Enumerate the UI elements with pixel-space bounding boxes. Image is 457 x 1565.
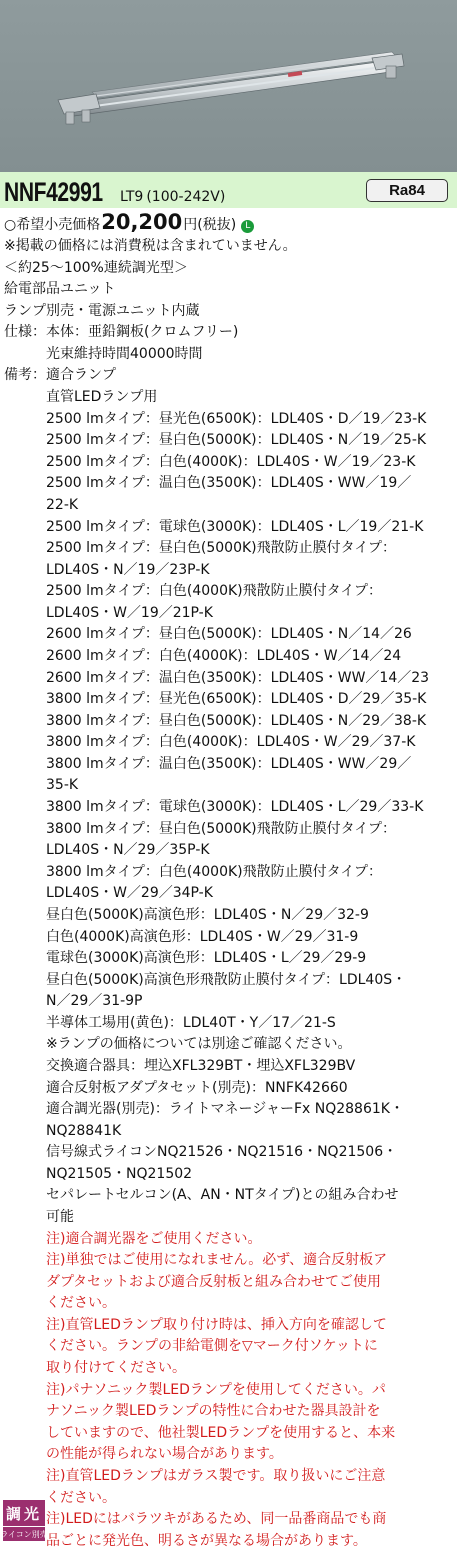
spec-line: 2600 lmタイプ：温白色(3500K)：LDL40S・WW／14／23 (46, 669, 430, 686)
note-line: 注)適合調光器をご使用ください。 (46, 1230, 262, 1247)
dimming-badge: 調光 (3, 1500, 45, 1526)
spec-line: 昼白色(5000K)高演色形飛散防止膜付タイプ：LDL40S・ (46, 971, 407, 988)
spec-line: 3800 lmタイプ：昼光色(6500K)：LDL40S・D／29／35-K (46, 691, 427, 708)
spec-line: 3800 lmタイプ：昼白色(5000K)：LDL40S・N／29／38-K (46, 712, 427, 729)
spec-line: LDL40S・N／29／35P-K (46, 842, 210, 859)
note-line: 注)直管LEDランプはガラス製です。取り扱いにご注意 (46, 1467, 386, 1484)
spec-line: 交換適合器具：埋込XFL329BT・埋込XFL329BV (46, 1057, 356, 1074)
spec-line: ＜約25～100%連続調光型＞ (4, 259, 188, 276)
note-line: 注)単独ではご使用になれません。必ず、適合反射板ア (46, 1252, 388, 1269)
spec-line: 可能 (46, 1209, 74, 1226)
note-line: ナソニック製LEDランプの特性に合わせた器具設計を (46, 1403, 381, 1420)
spec-line: 2500 lmタイプ：温白色(3500K)：LDL40S・WW／19／ (46, 475, 412, 492)
spec-line: NQ28841K (46, 1122, 122, 1139)
spec-line: 白色(4000K)高演色形：LDL40S・W／29／31-9 (46, 928, 359, 945)
spec-line: 給電部品ユニット (4, 281, 116, 298)
spec-line: 22-K (46, 496, 79, 513)
spec-line: セパレートセルコン(A、AN・NTタイプ)との組み合わせ (46, 1187, 399, 1204)
price-prefix: ○希望小売価格 (4, 217, 101, 233)
model-suffix: LT9 (120, 189, 144, 205)
model-voltage: (100-242V) (146, 189, 226, 205)
spec-line: 3800 lmタイプ：白色(4000K)：LDL40S・W／29／37-K (46, 734, 416, 751)
spec-line: 2500 lmタイプ：昼白色(5000K)：LDL40S・N／19／25-K (46, 432, 427, 449)
spec-line: 昼白色(5000K)高演色形：LDL40S・N／29／32-9 (46, 906, 369, 923)
spec-line: 2600 lmタイプ：昼白色(5000K)：LDL40S・N／14／26 (46, 626, 412, 643)
model-main: NNF42991 (4, 177, 103, 207)
spec-line: N／29／31-9P (46, 993, 143, 1010)
note-line: ください。 (46, 1295, 116, 1312)
model-number (4, 177, 225, 205)
spec-line: 電球色(3000K)高演色形：LDL40S・L／29／29-9 (46, 950, 367, 967)
spec-line: LDL40S・W／29／34P-K (46, 885, 213, 902)
spec-line: ランプ別売・電源ユニット内蔵 (4, 302, 200, 319)
spec-line: 3800 lmタイプ：温白色(3500K)：LDL40S・WW／29／ (46, 755, 412, 772)
note-line: 注)直管LEDランプ取り付け時は、挿入方向を確認して (46, 1316, 387, 1333)
spec-line: 3800 lmタイプ：昼白色(5000K)飛散防止膜付タイプ： (46, 820, 396, 837)
ra-badge: Ra84 (366, 179, 448, 202)
price-suffix: 円(税抜) (183, 217, 237, 233)
spec-line: 備考：適合ランプ (4, 367, 116, 384)
spec-line: 3800 lmタイプ：電球色(3000K)：LDL40S・L／29／33-K (46, 799, 424, 816)
note-line: ください。 (46, 1489, 116, 1506)
spec-line: 2500 lmタイプ：白色(4000K)飛散防止膜付タイプ： (46, 583, 382, 600)
spec-line: 直管LEDランプ用 (46, 389, 158, 406)
spec-line: NQ21505・NQ21502 (46, 1165, 193, 1182)
note-line: 取り付けてください。 (46, 1360, 186, 1377)
spec-line: 適合調光器(別売)：ライトマネージャーFx NQ28861K・ (46, 1101, 404, 1118)
eco-mark-icon: L (241, 220, 254, 233)
product-photo (0, 0, 457, 172)
fixture-image (0, 0, 457, 172)
note-line: 注)LEDにはバラツキがあるため、同一品番商品でも商 (46, 1511, 387, 1528)
spec-line: ※掲載の価格には消費税は含まれていません。 (4, 238, 297, 254)
spec-line: 仕様：本体：亜鉛鋼板(クロムフリー) (4, 324, 239, 341)
spec-line: 2500 lmタイプ：昼光色(6500K)：LDL40S・D／19／23-K (46, 410, 427, 427)
note-line: の性能が得られない場合があります。 (46, 1446, 283, 1463)
note-line: ダプタセットおよび適合反射板と組み合わせてご使用 (46, 1273, 382, 1290)
spec-line: 2500 lmタイプ：白色(4000K)：LDL40S・W／19／23-K (46, 453, 416, 470)
price-value: 20,200 (101, 210, 183, 234)
note-line: 品ごとに発光色、明るさが異なる場合があります。 (46, 1532, 367, 1549)
note-line: していますので、他社製LEDランプを使用すると、本来 (46, 1424, 396, 1441)
spec-line: LDL40S・N／19／23P-K (46, 561, 210, 578)
spec-line: 2600 lmタイプ：白色(4000K)：LDL40S・W／14／24 (46, 647, 402, 664)
spec-line: 2500 lmタイプ：電球色(3000K)：LDL40S・L／19／21-K (46, 518, 424, 535)
price-line (4, 210, 254, 234)
spec-line: 半導体工場用(黄色)：LDL40T・Y／17／21-S (46, 1014, 336, 1031)
spec-line: LDL40S・W／19／21P-K (46, 604, 213, 621)
spec-line: 35-K (46, 777, 79, 794)
raikon-badge: ライコン別売 (3, 1527, 45, 1541)
spec-line: 光束維持時間40000時間 (46, 345, 203, 362)
spec-line: 信号線式ライコンNQ21526・NQ21516・NQ21506・ (46, 1144, 398, 1161)
spec-text (0, 236, 457, 1552)
note-line: 注)パナソニック製LEDランプを使用してください。パ (46, 1381, 386, 1398)
spec-line: ※ランプの価格については別途ご確認ください。 (46, 1036, 352, 1053)
spec-line: 2500 lmタイプ：昼白色(5000K)飛散防止膜付タイプ： (46, 540, 396, 557)
note-line: ください。ランプの非給電側を▽マーク付ソケットに (46, 1338, 378, 1355)
spec-line: 3800 lmタイプ：白色(4000K)飛散防止膜付タイプ： (46, 863, 382, 880)
spec-line: 適合反射板アダプタセット(別売)：NNFK42660 (46, 1079, 348, 1096)
